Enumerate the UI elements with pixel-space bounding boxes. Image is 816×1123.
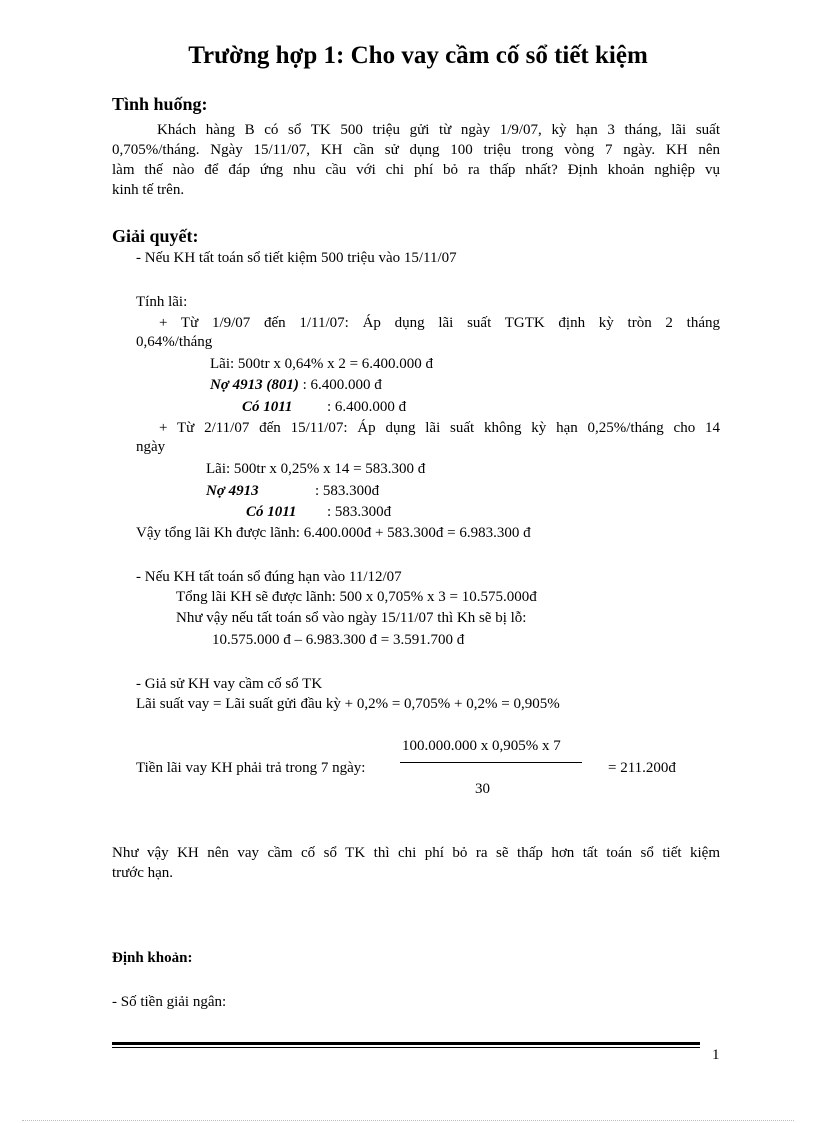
period1-interest: Lãi: 500tr x 0,64% x 2 = 6.400.000 đ [210, 356, 434, 372]
situation-line-4: kinh tế trên. [112, 182, 185, 198]
footer-rule-thin [112, 1047, 700, 1048]
period2-credit-amount: : 583.300đ [327, 504, 392, 520]
loan-rate: Lãi suất vay = Lãi suất gửi đầu kỳ + 0,2% = 0,705% + 0,2% = 0,905% [136, 696, 560, 712]
period1-credit-account: Có 1011 [242, 399, 293, 415]
solution-heading: Giải quyết: [112, 226, 199, 246]
situation-line-3: làm thế nào để đáp ứng nhu cầu với chi phí bỏ ra thấp nhất? Định khoản nghiệp vụ [112, 162, 720, 178]
page-bottom-divider [22, 1120, 794, 1121]
page-title: Trường hợp 1: Cho vay cầm cố sổ tiết kiệm [188, 42, 648, 69]
period1-debit-amount: : 6.400.000 đ [298, 377, 382, 393]
period2-debit-account: Nợ 4913 [206, 483, 259, 499]
case3-intro: - Giả sử KH vay cầm cố sổ TK [136, 676, 323, 692]
period2-interest: Lãi: 500tr x 0,25% x 14 = 583.300 đ [206, 461, 426, 477]
footer-rule-thick [112, 1042, 700, 1045]
fraction-bar [400, 762, 582, 763]
entries-heading: Định khoản: [112, 950, 193, 966]
period1-debit-account: Nợ 4913 (801) [210, 377, 299, 393]
disbursement-line: - Số tiền giải ngân: [112, 994, 227, 1010]
calc-label: Tính lãi: [136, 294, 188, 310]
total-interest: Vậy tổng lãi Kh được lãnh: 6.400.000đ + 583.300đ = 6.983.300 đ [136, 525, 531, 541]
period1-line-1: + Từ 1/9/07 đến 1/11/07: Áp dụng lãi suất TGTK định kỳ tròn 2 tháng [159, 315, 720, 331]
period2-line-2: ngày [136, 439, 166, 455]
period1-debit [210, 376, 382, 395]
period1-line-2: 0,64%/tháng [136, 334, 213, 350]
fraction-denominator: 30 [475, 781, 490, 797]
page-number: 1 [712, 1047, 720, 1063]
fraction-numerator: 100.000.000 x 0,905% x 7 [402, 738, 561, 754]
loan-result: = 211.200đ [608, 760, 676, 776]
conclusion-line-1: Như vậy KH nên vay cầm cố sổ TK thì chi phí bỏ ra sẽ thấp hơn tất toán sổ tiết kiệm [112, 845, 720, 861]
case2-loss-calc: 10.575.000 đ – 6.983.300 đ = 3.591.700 đ [212, 632, 465, 648]
case2-intro: - Nếu KH tất toán sổ đúng hạn vào 11/12/07 [136, 569, 402, 585]
case1-intro: - Nếu KH tất toán sổ tiết kiệm 500 triệu vào 15/11/07 [136, 250, 457, 266]
period2-line-1: + Từ 2/11/07 đến 15/11/07: Áp dụng lãi suất không kỳ hạn 0,25%/tháng cho 14 [159, 420, 720, 436]
situation-line-1: Khách hàng B có sổ TK 500 triệu gửi từ ngày 1/9/07, kỳ hạn 3 tháng, lãi suất [157, 122, 720, 138]
period1-credit-amount: : 6.400.000 đ [327, 399, 407, 415]
situation-heading: Tình huống: [112, 94, 208, 114]
conclusion-line-2: trước hạn. [112, 865, 174, 881]
case2-loss: Như vậy nếu tất toán sổ vào ngày 15/11/07 thì Kh sẽ bị lỗ: [176, 610, 527, 626]
period2-credit-account: Có 1011 [246, 504, 297, 520]
situation-line-2: 0,705%/tháng. Ngày 15/11/07, KH cần sử dụng 100 triệu trong vòng 7 ngày. KH nên [112, 142, 720, 158]
loan-label: Tiền lãi vay KH phải trả trong 7 ngày: [136, 760, 366, 776]
case2-total: Tổng lãi KH sẽ được lãnh: 500 x 0,705% x 3 = 10.575.000đ [176, 589, 537, 605]
period2-debit-amount: : 583.300đ [315, 483, 380, 499]
